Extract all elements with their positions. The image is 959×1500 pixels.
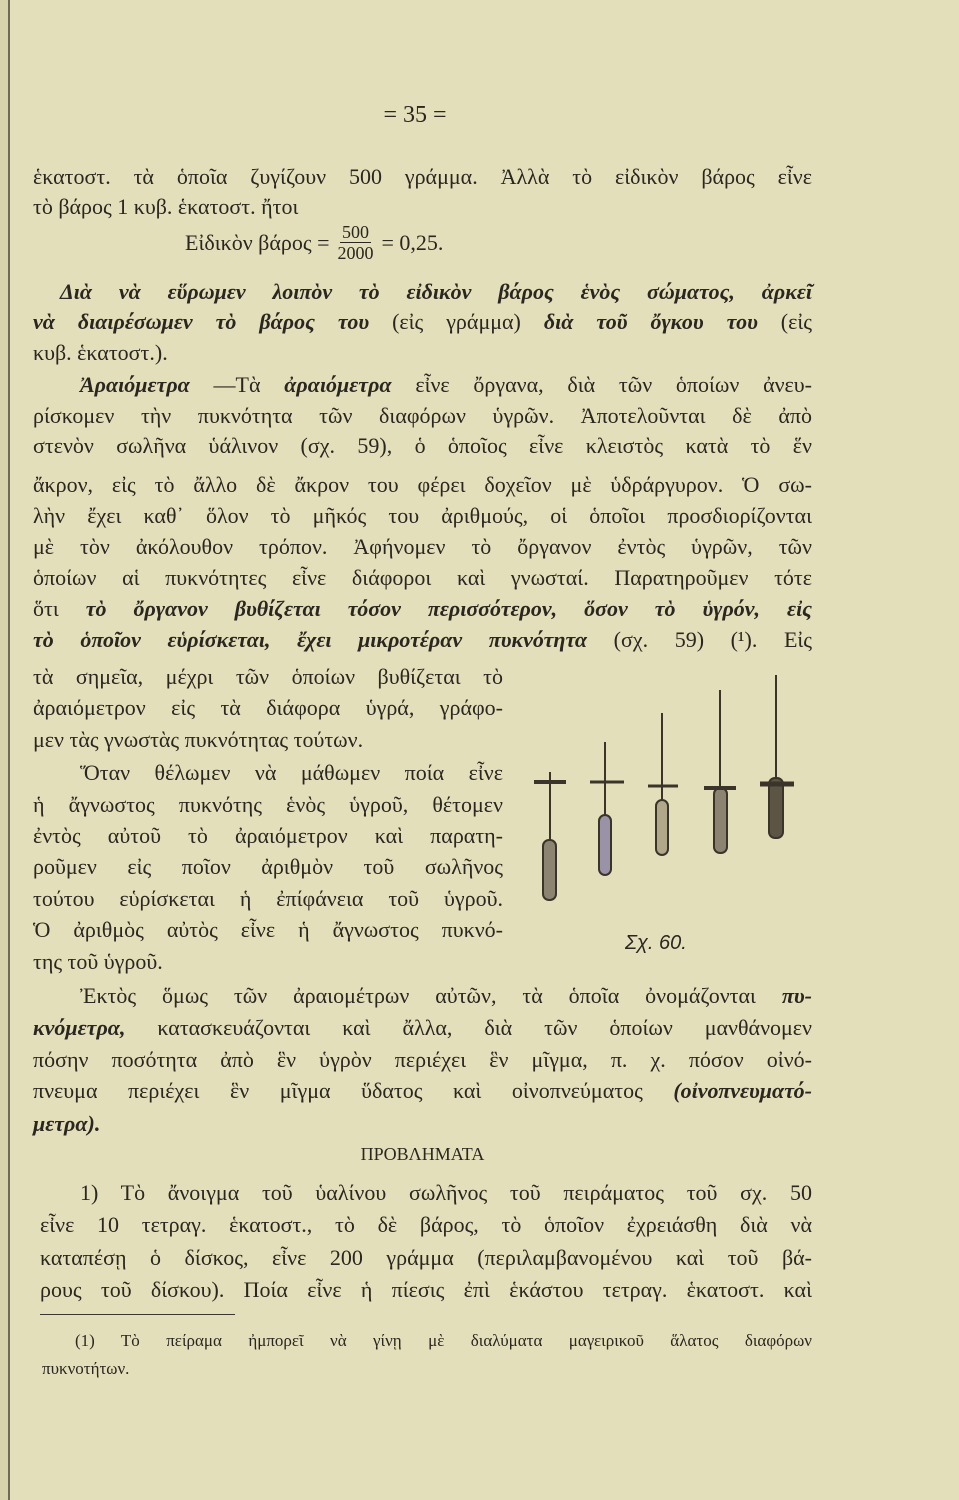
text-segment: —Τὰ [189, 372, 285, 397]
emphasis-text: πυ- [781, 983, 812, 1008]
text-segment: κυβ. ἑκατοστ.). [33, 340, 168, 365]
formula-denominator: 2000 [337, 243, 374, 263]
hydrometer-1 [534, 772, 566, 900]
text-segment: τὸ βάρος 1 κυβ. ἑκατοστ. ἤτοι [33, 194, 299, 219]
text-line [80, 1180, 812, 1206]
figure-caption: Σχ. 60. [625, 932, 687, 954]
text-segment: ἑκατοστ. τὰ ὁποῖα ζυγίζουν 500 γράμμα. Ἀλλὰ τὸ εἰδικὸν βάρος εἶνε [33, 164, 812, 189]
page-number: = 35 = [383, 102, 447, 128]
text-line [33, 194, 298, 220]
emphasis-text: διὰ τοῦ ὄγκου του [543, 309, 758, 334]
emphasis-text: Διὰ νὰ εὕρωμεν λοιπὸν τὸ εἰδικὸν βάρος ἑνὸς σώματος, ἀρκεῖ [60, 279, 812, 304]
footnote-line [42, 1356, 129, 1382]
text-segment: πνευμα περιέχει ἓν μῖγμα ὕδατος καὶ οἰνοπνεύματος [33, 1078, 674, 1103]
text-line [33, 627, 812, 653]
text-line [33, 433, 812, 459]
text-line [60, 279, 812, 305]
text-segment: εἶνε ὄργανα, διὰ τῶν ὁποίων ἀνευ- [391, 372, 812, 397]
text-line [80, 372, 812, 398]
text-line [40, 1277, 812, 1303]
text-line [33, 340, 168, 366]
text-segment: ροῦμεν εἰς ποῖον ἀριθμὸν τοῦ σωλῆνος [33, 854, 503, 879]
text-line [80, 983, 812, 1009]
text-segment: (σχ. 59) (¹). Εἰς [587, 627, 813, 652]
page-edge-line [8, 0, 10, 1500]
text-line [33, 309, 812, 335]
text-line [33, 403, 812, 429]
formula-numerator: 500 [342, 222, 369, 242]
text-line [40, 1245, 812, 1271]
formula-lhs: Εἰδικὸν βάρος = [185, 229, 330, 255]
text-line [33, 695, 503, 721]
text-segment: κατασκευάζονται καὶ ἄλλα, διὰ τῶν ὁποίων μανθάνομεν [125, 1015, 812, 1040]
hydrometer-3 [648, 713, 678, 855]
text-line [33, 664, 503, 690]
text-line [33, 503, 812, 529]
text-line [33, 596, 812, 622]
formula-fraction [338, 222, 374, 263]
text-line [33, 565, 812, 591]
specific-gravity-formula [185, 222, 443, 263]
emphasis-text: (οἰνοπνευματό- [673, 1078, 812, 1103]
text-segment: ἄκρον, εἰς τὸ ἄλλο δὲ ἄκρον του φέρει δοχεῖον μὲ ὑδράργυρον. Ὁ σω- [33, 472, 812, 497]
text-line [33, 854, 503, 880]
text-segment: ἐντὸς αὐτοῦ τὸ ἀραιόμετρον καὶ παρατη- [33, 823, 503, 848]
text-segment: πόσην ποσότητα ἀπὸ ἓν ὑγρὸν περιέχει ἓν μῖγμα, π. χ. πόσον οἰνό- [33, 1047, 812, 1072]
text-segment: πυκνοτήτων. [42, 1359, 130, 1378]
text-segment: της τοῦ ὑγροῦ. [33, 949, 163, 974]
text-line [33, 823, 503, 849]
text-segment: (1) Τὸ πείραμα ἠμπορεῖ νὰ γίνῃ μὲ διαλύματα μαγειρικοῦ ἅλατος διαφόρων [75, 1331, 812, 1350]
text-segment: λὴν ἔχει καθ᾽ ὅλον τὸ μῆκός του ἀριθμούς, οἱ ὁποῖοι προσδιορίζονται [33, 503, 812, 528]
text-segment: ΠΡΟΒΛΗΜΑΤΑ [360, 1144, 485, 1164]
footnote-rule [40, 1314, 235, 1315]
text-line [33, 1141, 812, 1167]
text-segment: ἡ ἄγνωστος πυκνότης ἑνὸς ὑγροῦ, θέτομεν [33, 792, 503, 817]
text-line [33, 534, 812, 560]
emphasis-text: τὸ ὄργανον βυθίζεται τόσον περισσότερον, ὅσον τὸ ὑγρόν, εἰς [85, 596, 812, 621]
text-segment: μεν τὰς γνωστὰς πυκνότητας τούτων. [33, 727, 364, 752]
hydrometer-5 [760, 675, 794, 838]
text-line [33, 472, 812, 498]
text-line [33, 949, 163, 975]
text-segment: Ἐκτὸς ὅμως τῶν ἀραιομέτρων αὐτῶν, τὰ ὁποῖα ὀνομάζονται [80, 983, 782, 1008]
text-line [33, 727, 363, 753]
text-line [40, 1212, 812, 1238]
text-line [33, 164, 812, 190]
text-segment: (εἰς [757, 309, 813, 334]
text-segment: ρους τοῦ δίσκου). Ποία εἶνε ἡ πίεσις ἐπὶ ἑκάστου τετραγ. ἑκατοστ. καὶ [40, 1277, 812, 1302]
text-line [33, 886, 503, 912]
formula-rhs: = 0,25. [381, 229, 444, 255]
emphasis-text: μετρα). [33, 1111, 101, 1136]
emphasis-text: τὸ ὁποῖον εὑρίσκεται, ἔχει μικροτέραν πυκνότητα [33, 627, 588, 652]
text-line [33, 1078, 812, 1104]
emphasis-text: νὰ διαιρέσωμεν τὸ βάρος του [33, 309, 370, 334]
text-segment: ἀραιόμετρον εἰς τὰ διάφορα ὑγρά, γράφο- [33, 695, 503, 720]
text-segment: (εἰς γράμμα) [369, 309, 544, 334]
text-line [33, 1111, 100, 1137]
text-segment: Ὅταν θέλωμεν νὰ μάθωμεν ποία εἶνε [80, 760, 503, 785]
text-segment: τούτου εὑρίσκεται ἡ ἐπίφάνεια τοῦ ὑγροῦ. [33, 886, 503, 911]
text-segment: 1) Τὸ ἄνοιγμα τοῦ ὑαλίνου σωλῆνος τοῦ πειράματος τοῦ σχ. 50 [80, 1180, 812, 1205]
emphasis-text: Ἀραιόμετρα [80, 372, 190, 397]
page-gutter [0, 0, 8, 1500]
hydrometer-2 [590, 742, 624, 875]
text-line [33, 792, 503, 818]
text-line [33, 1047, 812, 1073]
footnote-line [75, 1328, 812, 1354]
text-segment: ὅτι [33, 596, 86, 621]
emphasis-text: ἀραιόμετρα [284, 372, 392, 397]
hydrometer-4 [704, 690, 736, 853]
text-line [33, 917, 503, 943]
text-line [80, 760, 503, 786]
text-line [33, 1015, 812, 1041]
text-segment: Ὁ ἀριθμὸς αὐτὸς εἶνε ἡ ἄγνωστος πυκνό- [33, 917, 503, 942]
hydrometers-figure [520, 660, 820, 920]
text-segment: μὲ τὸν ἀκόλουθον τρόπον. Ἀφήνομεν τὸ ὄργανον ἐντὸς ὑγρῶν, τῶν [33, 534, 812, 559]
text-segment: καταπέσῃ ὁ δίσκος, εἶνε 200 γράμμα (περιλαμβανομένου καὶ τοῦ βά- [40, 1245, 812, 1270]
text-segment: στενὸν σωλῆνα ὑάλινον (σχ. 59), ὁ ὁποῖος εἶνε κλειστὸς κατὰ τὸ ἕν [33, 433, 812, 458]
text-segment: ρίσκομεν τὴν πυκνότητα τῶν διαφόρων ὑγρῶν. Ἀποτελοῦνται δὲ ἀπὸ [33, 403, 812, 428]
text-segment: ὁποίων αἱ πυκνότητες εἶνε διάφοροι καὶ γνωσταί. Παρατηροῦμεν τότε [33, 565, 812, 590]
emphasis-text: κνόμετρα, [33, 1015, 126, 1040]
text-segment: εἶνε 10 τετραγ. ἑκατοστ., τὸ δὲ βάρος, τὸ ὁποῖον ἐχρειάσθη διὰ νὰ [40, 1212, 812, 1237]
text-segment: τὰ σημεῖα, μέχρι τῶν ὁποίων βυθίζεται τὸ [33, 664, 503, 689]
